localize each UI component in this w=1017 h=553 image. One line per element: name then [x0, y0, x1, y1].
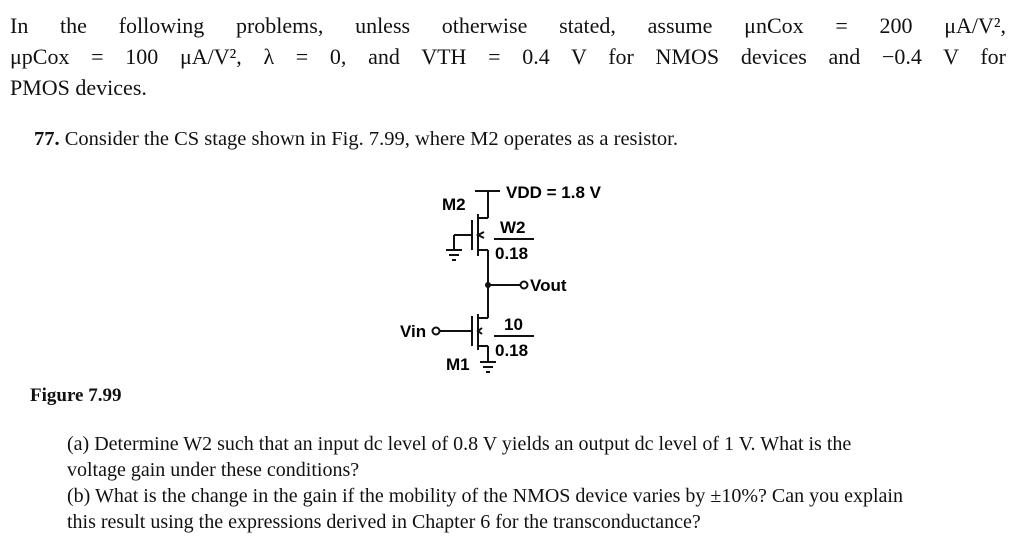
problem-statement: [34, 128, 678, 151]
intro-line-1-eq: μnCox = 200 μA/V²,: [744, 13, 1007, 38]
circuit-schematic: [380, 170, 640, 385]
output-node-dot: [485, 282, 491, 288]
intro-line-1-text: In the following problems, unless otherwise stated, assume: [10, 13, 713, 38]
intro-line-3: PMOS devices.: [10, 75, 147, 100]
intro-paragraph: [10, 10, 1006, 103]
problem-number: 77.: [34, 128, 60, 150]
intro-line-1: [10, 10, 1006, 41]
intro-line-2-eq: VTH = 0.4 V for NMOS devices and −0.4 V for: [421, 44, 1007, 69]
m1-label: M1: [446, 355, 470, 374]
w2-numerator: W2: [500, 218, 526, 237]
part-a: (a) Determine W2 such that an input dc level of 0.8 V yields an output dc level of 1 V. What is the voltage gain under these conditions?: [67, 433, 852, 481]
m2-label: M2: [442, 195, 466, 214]
vdd-label: VDD = 1.8 V: [506, 183, 601, 202]
part-b: (b) What is the change in the gain if the mobility of the NMOS device varies by ±10%? Can you explain this result using the expressions derived in Chapter 6 for the transconductance?: [67, 485, 903, 533]
vout-terminal: [521, 282, 528, 289]
vout-label: Vout: [530, 276, 567, 295]
figure-caption: Figure 7.99: [30, 385, 122, 406]
vin-label: Vin: [400, 322, 427, 341]
problem-text: Consider the CS stage shown in Fig. 7.99, where M2 operates as a resistor.: [64, 128, 678, 150]
circuit-figure: [380, 170, 640, 385]
intro-line-2-text: μpCox = 100 μA/V², λ = 0, and: [10, 44, 400, 69]
m1-denominator: 0.18: [495, 341, 529, 360]
w2-denominator: 0.18: [495, 244, 529, 263]
problem-parts: [67, 431, 907, 535]
intro-line-2: [10, 41, 1006, 72]
m1-numerator: 10: [504, 315, 523, 334]
vin-terminal: [433, 328, 440, 335]
